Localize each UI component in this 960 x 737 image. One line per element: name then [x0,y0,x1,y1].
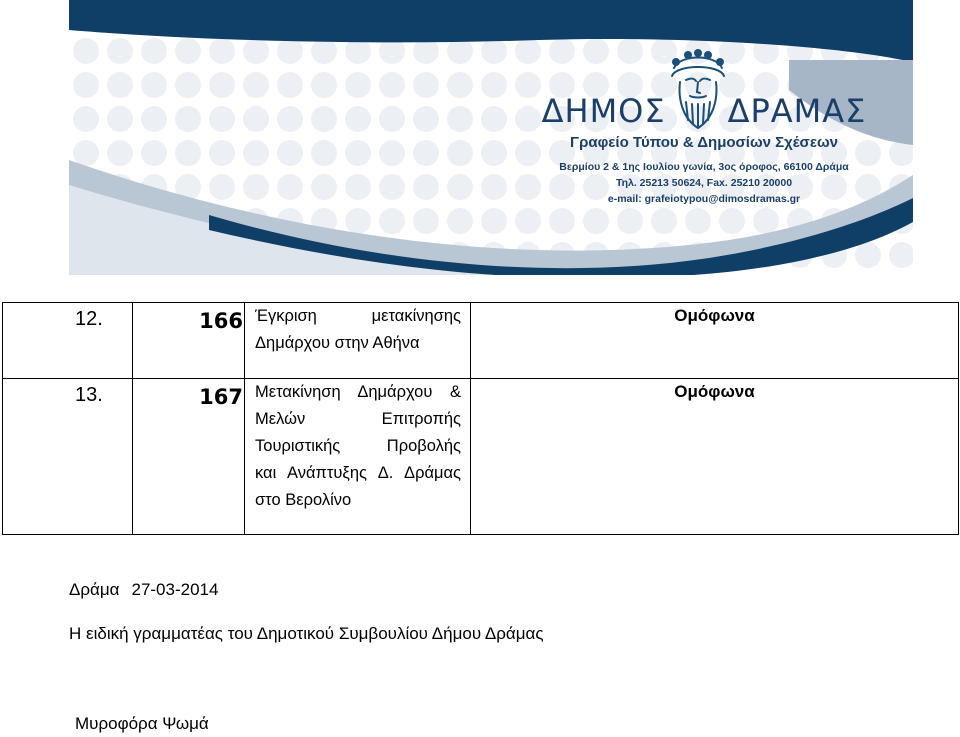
letterhead [69,0,913,275]
row-number: 13. [3,379,133,535]
municipality-logo [539,48,869,218]
description-line: Μετακίνηση Δημάρχου & [255,383,461,401]
press-office-title: Γραφείο Τύπου & Δημοσίων Σχέσεων [570,134,838,151]
decision-number: 166 [133,303,245,379]
office-phone-fax: Τηλ. 25213 50624, Fax. 25210 20000 [615,177,793,189]
decision-description [245,379,471,535]
description-line: Δημάρχου στην Αθήνα [255,334,420,352]
secretary-name: Μυροφόρα Ψωμά [75,714,209,733]
description-line: Μελών Επιτροπής [255,410,461,428]
description-line: στο Βερολίνο [255,491,352,509]
description-line: Έγκριση μετακίνησης [255,307,461,325]
description-line: και Ανάπτυξης Δ. Δράμας [255,464,461,482]
municipality-name: ΔΡΑΜΑΣ [727,92,867,130]
place: Δράμα [69,580,120,599]
office-address: Βερμίου 2 & 1ης Ιουλίου γωνία, 3ος όροφος, 66100 Δράμα [559,161,849,173]
decision-description [245,303,471,379]
description-line: Τουριστικής Προβολής [255,437,461,455]
office-email: e-mail: grafeiotypou@dimosdramas.gr [607,193,801,205]
secretary-title: Η ειδική γραμματέας του Δημοτικού Συμβουλίου Δήμου Δράμας [69,624,544,643]
table-row [3,303,959,379]
decisions-table [2,302,959,535]
row-number: 12. [3,303,133,379]
place-and-date [69,580,218,600]
decision-number: 167 [133,379,245,535]
municipality-title [539,92,869,130]
date: 27-03-2014 [131,580,219,599]
vote-result: Ομόφωνα [471,303,959,379]
table-row [3,379,959,535]
vote-result: Ομόφωνα [471,379,959,535]
municipality-word: ΔΗΜΟΣ [541,92,666,130]
